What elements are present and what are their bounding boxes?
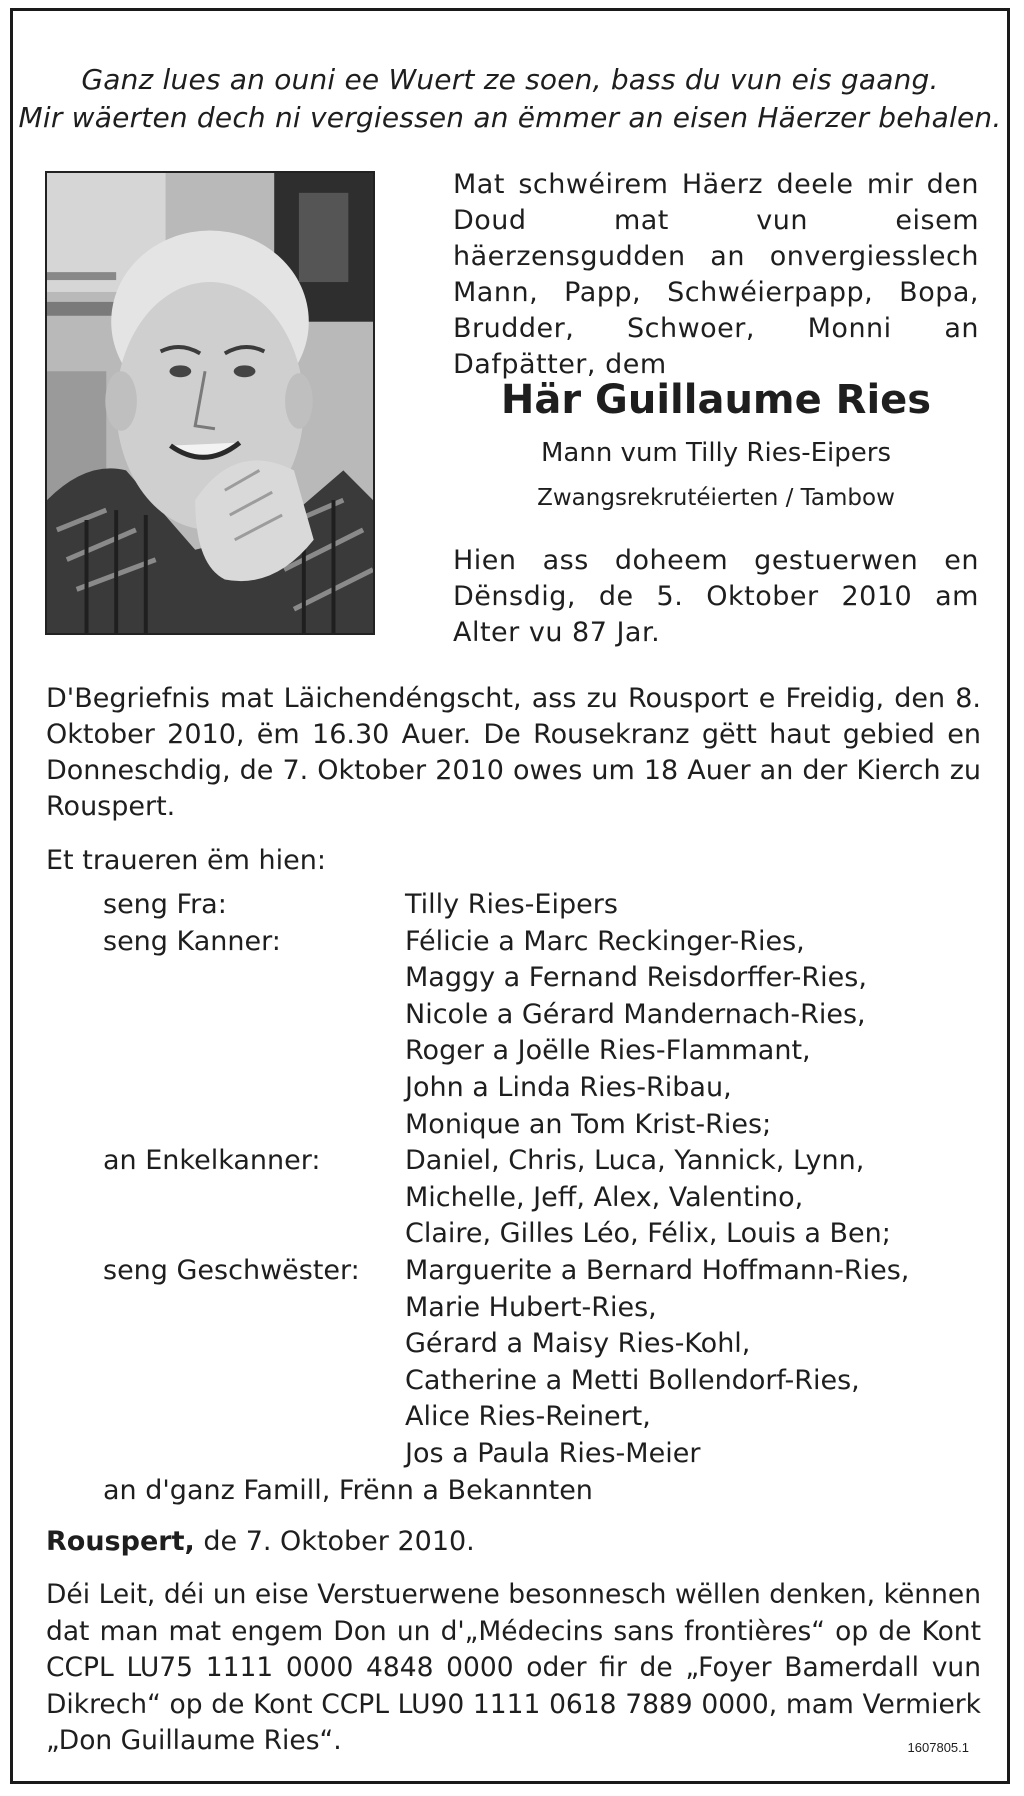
motto-line: Mir wäerten dech ni vergiessen an ëmmer an eisen Häerzer behalen. (18, 101, 1002, 134)
mourner-group (103, 1253, 983, 1473)
mourners-list (103, 887, 983, 1509)
mourner-name: Monique an Tom Krist-Ries; (405, 1108, 772, 1140)
mourner-name: Jos a Paula Ries-Meier (405, 1437, 701, 1469)
place-date (46, 1523, 475, 1561)
death-notice: Hien ass doheem gestuerwen en Dënsdig, de 5. Oktober 2010 am Alter vu 87 Jar. (453, 545, 979, 648)
place-city: Rouspert, (46, 1526, 195, 1557)
motto (13, 61, 1007, 137)
mourner-name: Nicole a Gérard Mandernach-Ries, (405, 998, 866, 1030)
mourner-name: Michelle, Jeff, Alex, Valentino, (405, 1181, 804, 1213)
place-date-text: de 7. Oktober 2010. (203, 1526, 475, 1557)
motto-line: Ganz lues an ouni ee Wuert ze soen, bass du vun eis gaang. (81, 63, 939, 96)
deceased-name: Här Guillaume Ries (500, 377, 932, 423)
portrait-photo (45, 171, 375, 635)
mourner-name: Alice Ries-Reinert, (405, 1401, 651, 1433)
mourner-name: Daniel, Chris, Luca, Yannick, Lynn, (405, 1145, 865, 1177)
mourner-name: Félicie a Marc Reckinger-Ries, (405, 925, 805, 957)
reference-number: 1607805.1 (907, 1740, 969, 1755)
mourner-group (103, 1143, 983, 1253)
honor-line: Zwangsrekrutéierten / Tambow (537, 485, 895, 511)
donation-text: Déi Leit, déi un eise Verstuerwene besonnesch wëllen denken, kënnen dat man mat engem Don un d'„Médecins sans frontières“ op de Kont CCPL LU75 1111 0000 4848 0000 oder fir de „Foyer Bamerdall vun Dikrech“ op de Kont CCPL LU90 1111 0618 7889 0000, mam Vermierk „Don Guillaume Ries“. (46, 1579, 981, 1756)
mourner-group-label: an Enkelkanner: (103, 1145, 321, 1177)
mourner-name: John a Linda Ries-Ribau, (405, 1071, 732, 1103)
mourner-name: Marguerite a Bernard Hoffmann-Ries, (405, 1254, 910, 1286)
intro-text: Mat schwéirem Häerz deele mir den Doud mat vun eisem häerzensgudden an onvergiesslech Mann, Papp, Schwéierpapp, Bopa, Brudder, Schwoer, Monni an Dafpätter, dem (453, 169, 979, 380)
mourner-name: Catherine a Metti Bollendorf-Ries, (405, 1364, 860, 1396)
spouse-line: Mann vum Tilly Ries-Eipers (540, 438, 892, 468)
mourner-group-label: seng Geschwëster: (103, 1254, 360, 1286)
mourner-name: Roger a Joëlle Ries-Flammant, (405, 1035, 811, 1067)
mourner-name: Maggy a Fernand Reisdorffer-Ries, (405, 962, 867, 994)
mourner-group-label: seng Fra: (103, 889, 227, 920)
mourner-group (103, 924, 983, 1144)
mourner-name: Tilly Ries-Eipers (405, 889, 618, 920)
funeral-info: D'Begriefnis mat Läichendéngscht, ass zu Rousport e Freidig, den 8. Oktober 2010, ëm 16.30 Auer. De Rousekranz gëtt haut gebied en Donneschdig, de 7. Oktober 2010 owes um 18 Auer an der Kierch zu Rouspert. (46, 683, 981, 822)
mourners-closing: an d'ganz Famill, Frënn a Bekannten (103, 1474, 593, 1506)
mourners-heading: Et traueren ëm hien: (46, 845, 326, 876)
mourner-name: Gérard a Maisy Ries-Kohl, (405, 1328, 751, 1360)
mourner-name: Claire, Gilles Léo, Félix, Louis a Ben; (405, 1218, 891, 1250)
obituary-notice (10, 8, 1010, 1784)
mourner-name: Marie Hubert-Ries, (405, 1291, 657, 1323)
mourner-group (103, 887, 983, 924)
mourner-group-label: seng Kanner: (103, 925, 281, 957)
